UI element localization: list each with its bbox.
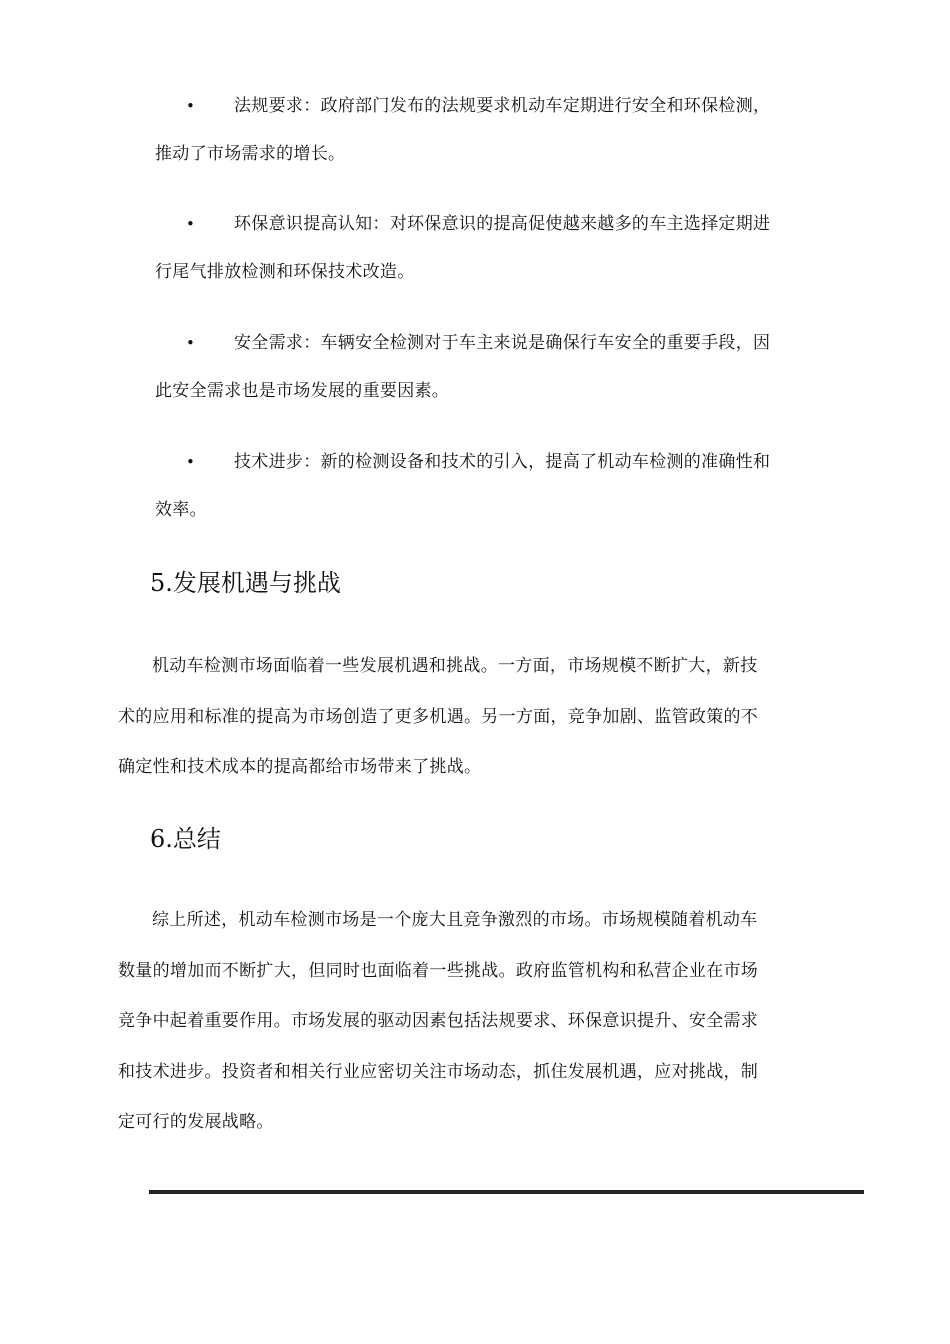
bullet-item-environment (118, 200, 834, 296)
bullet-text: 安全需求：车辆安全检测对于车主来说是确保行车安全的重要手段，因 (234, 333, 771, 353)
paragraph-line: 和技术进步。投资者和相关行业应密切关注市场动态，抓住发展机遇，应对挑战，制 (118, 1061, 759, 1082)
bullet-text: 环保意识提高认知：对环保意识的提高促使越来越多的车主选择定期进 (234, 214, 771, 234)
section-6-paragraph (118, 895, 834, 1148)
bullet-item-regulation (118, 82, 834, 178)
bullet-marker: • (186, 334, 196, 352)
bullet-marker: • (186, 215, 196, 233)
bullet-line-2: 此安全需求也是市场发展的重要因素。 (155, 381, 450, 401)
bullet-line-1 (118, 200, 834, 248)
bullet-line-2: 推动了市场需求的增长。 (155, 144, 346, 164)
paragraph-line: 定可行的发展战略。 (118, 1112, 274, 1132)
bullet-line-1 (118, 82, 834, 130)
bullet-line-1 (118, 438, 834, 486)
bullet-line-1 (118, 319, 834, 367)
paragraph-line: 综上所述，机动车检测市场是一个庞大且竞争激烈的市场。市场规模随着机动车 (152, 910, 758, 930)
bullet-line-2: 效率。 (155, 500, 207, 520)
paragraph-line: 机动车检测市场面临着一些发展机遇和挑战。一方面，市场规模不断扩大，新技 (152, 656, 758, 676)
bullet-marker: • (186, 453, 196, 471)
bullet-text: 法规要求：政府部门发布的法规要求机动车定期进行安全和环保检测， (234, 96, 771, 116)
footer-divider (149, 1190, 864, 1194)
section-5-paragraph (118, 641, 834, 793)
paragraph-line: 确定性和技术成本的提高都给市场带来了挑战。 (118, 757, 482, 777)
bullet-marker: • (186, 97, 196, 115)
bullet-item-safety (118, 319, 834, 415)
paragraph-line: 竞争中起着重要作用。市场发展的驱动因素包括法规要求、环保意识提升、安全需求 (118, 1011, 759, 1031)
paragraph-line: 术的应用和标准的提高为市场创造了更多机遇。另一方面，竞争加剧、监管政策的不 (118, 706, 759, 727)
paragraph-line: 数量的增加而不断扩大，但同时也面临着一些挑战。政府监管机构和私营企业在市场 (118, 960, 759, 981)
bullet-line-2: 行尾气排放检测和环保技术改造。 (155, 262, 415, 282)
section-5-heading: 5.发展机遇与挑战 (150, 569, 341, 597)
section-6-heading: 6.总结 (150, 825, 221, 853)
bullet-text: 技术进步：新的检测设备和技术的引入，提高了机动车检测的准确性和 (234, 452, 771, 472)
bullet-item-technology (118, 438, 834, 534)
